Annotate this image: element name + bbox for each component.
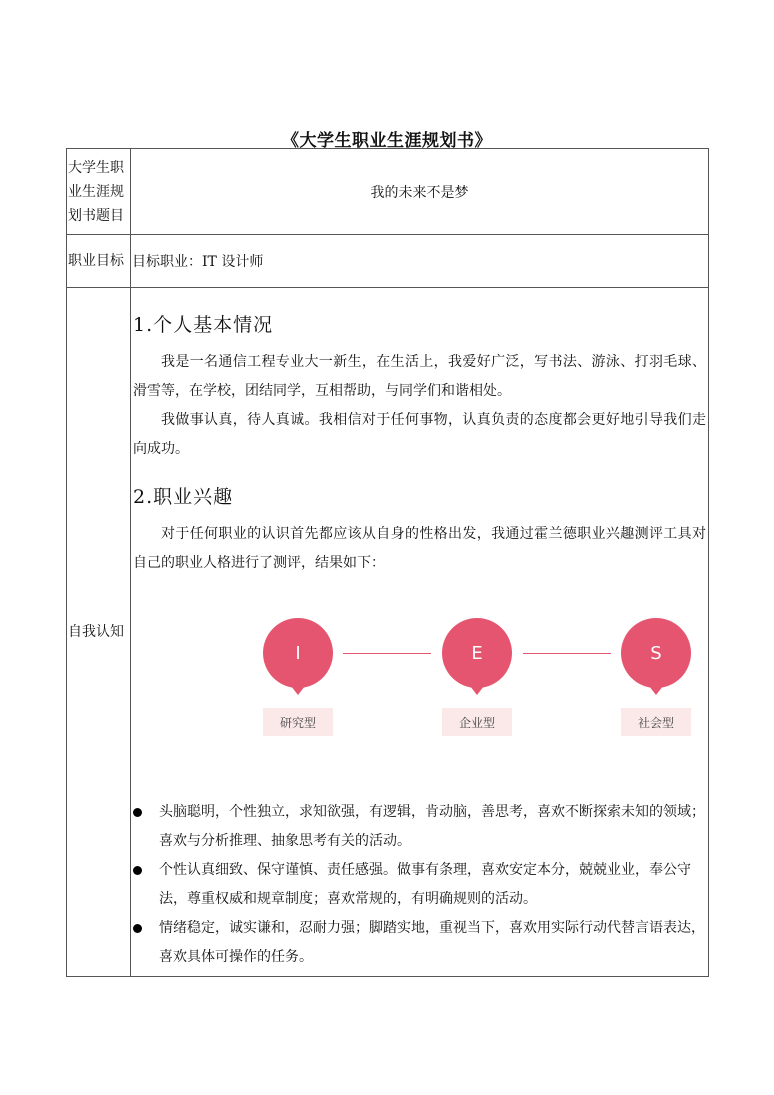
bullet-icon — [133, 808, 142, 817]
topic-label: 大学生职业生涯规划书题目 — [67, 149, 131, 235]
section-1-paragraph-1: 我是一名通信工程专业大一新生，在生活上，我爱好广泛，写书法、游泳、打羽毛球、滑雪等，在学校，团结同学，互相帮助，与同学们和谐相处。 — [133, 354, 706, 399]
holland-node-e — [442, 618, 512, 688]
connector-line — [343, 653, 431, 654]
table-row-self — [67, 288, 709, 977]
document-title: 《大学生职业生涯规划书》 — [282, 131, 492, 151]
list-item-text: 头脑聪明，个性独立，求知欲强，有逻辑，肯动脑，善思考，喜欢不断探索未知的领域；喜欢与分析推理、抽象思考有关的活动。 — [159, 804, 705, 849]
holland-tag-investigative: 研究型 — [263, 708, 333, 736]
goal-value: 目标职业：IT 设计师 — [131, 235, 709, 288]
self-content — [131, 288, 709, 977]
self-label: 自我认知 — [67, 288, 131, 977]
bullet-icon — [133, 866, 142, 875]
section-2-heading: 2.职业兴趣 — [133, 486, 234, 508]
node-letter: E — [471, 642, 483, 664]
trait-list — [133, 798, 706, 972]
node-letter: I — [295, 642, 301, 664]
table-row-goal — [67, 235, 709, 288]
topic-value: 我的未来不是梦 — [131, 149, 709, 235]
list-item-text: 个性认真细致、保守谨慎、责任感强。做事有条理，喜欢安定本分，兢兢业业，奉公守法，尊重权威和规章制度；喜欢常规的，有明确规则的活动。 — [159, 862, 691, 907]
table-row-topic — [67, 149, 709, 235]
pointer-icon — [291, 686, 305, 695]
list-item-text: 情绪稳定，诚实谦和，忍耐力强；脚踏实地，重视当下，喜欢用实际行动代替言语表达，喜欢具体可操作的任务。 — [159, 920, 705, 965]
list-item — [133, 914, 706, 972]
list-item — [133, 856, 706, 914]
pointer-icon — [470, 686, 484, 695]
section-1-heading: 1.个人基本情况 — [133, 314, 274, 336]
career-plan-table — [66, 148, 709, 977]
node-letter: S — [650, 642, 662, 664]
section-2-paragraph-1: 对于任何职业的认识首先都应该从自身的性格出发，我通过霍兰德职业兴趣测评工具对自己的职业人格进行了测评，结果如下： — [133, 526, 706, 571]
holland-node-s — [621, 618, 691, 688]
section-1-paragraph-2: 我做事认真，待人真诚。我相信对于任何事物，认真负责的态度都会更好地引导我们走向成功。 — [133, 412, 706, 457]
holland-code-diagram — [131, 618, 709, 758]
list-item — [133, 798, 706, 856]
goal-label: 职业目标 — [67, 235, 131, 288]
bullet-icon — [133, 924, 142, 933]
holland-node-i — [263, 618, 333, 688]
holland-tag-social: 社会型 — [621, 708, 691, 736]
pointer-icon — [649, 686, 663, 695]
holland-tag-enterprising: 企业型 — [442, 708, 512, 736]
connector-line — [523, 653, 611, 654]
